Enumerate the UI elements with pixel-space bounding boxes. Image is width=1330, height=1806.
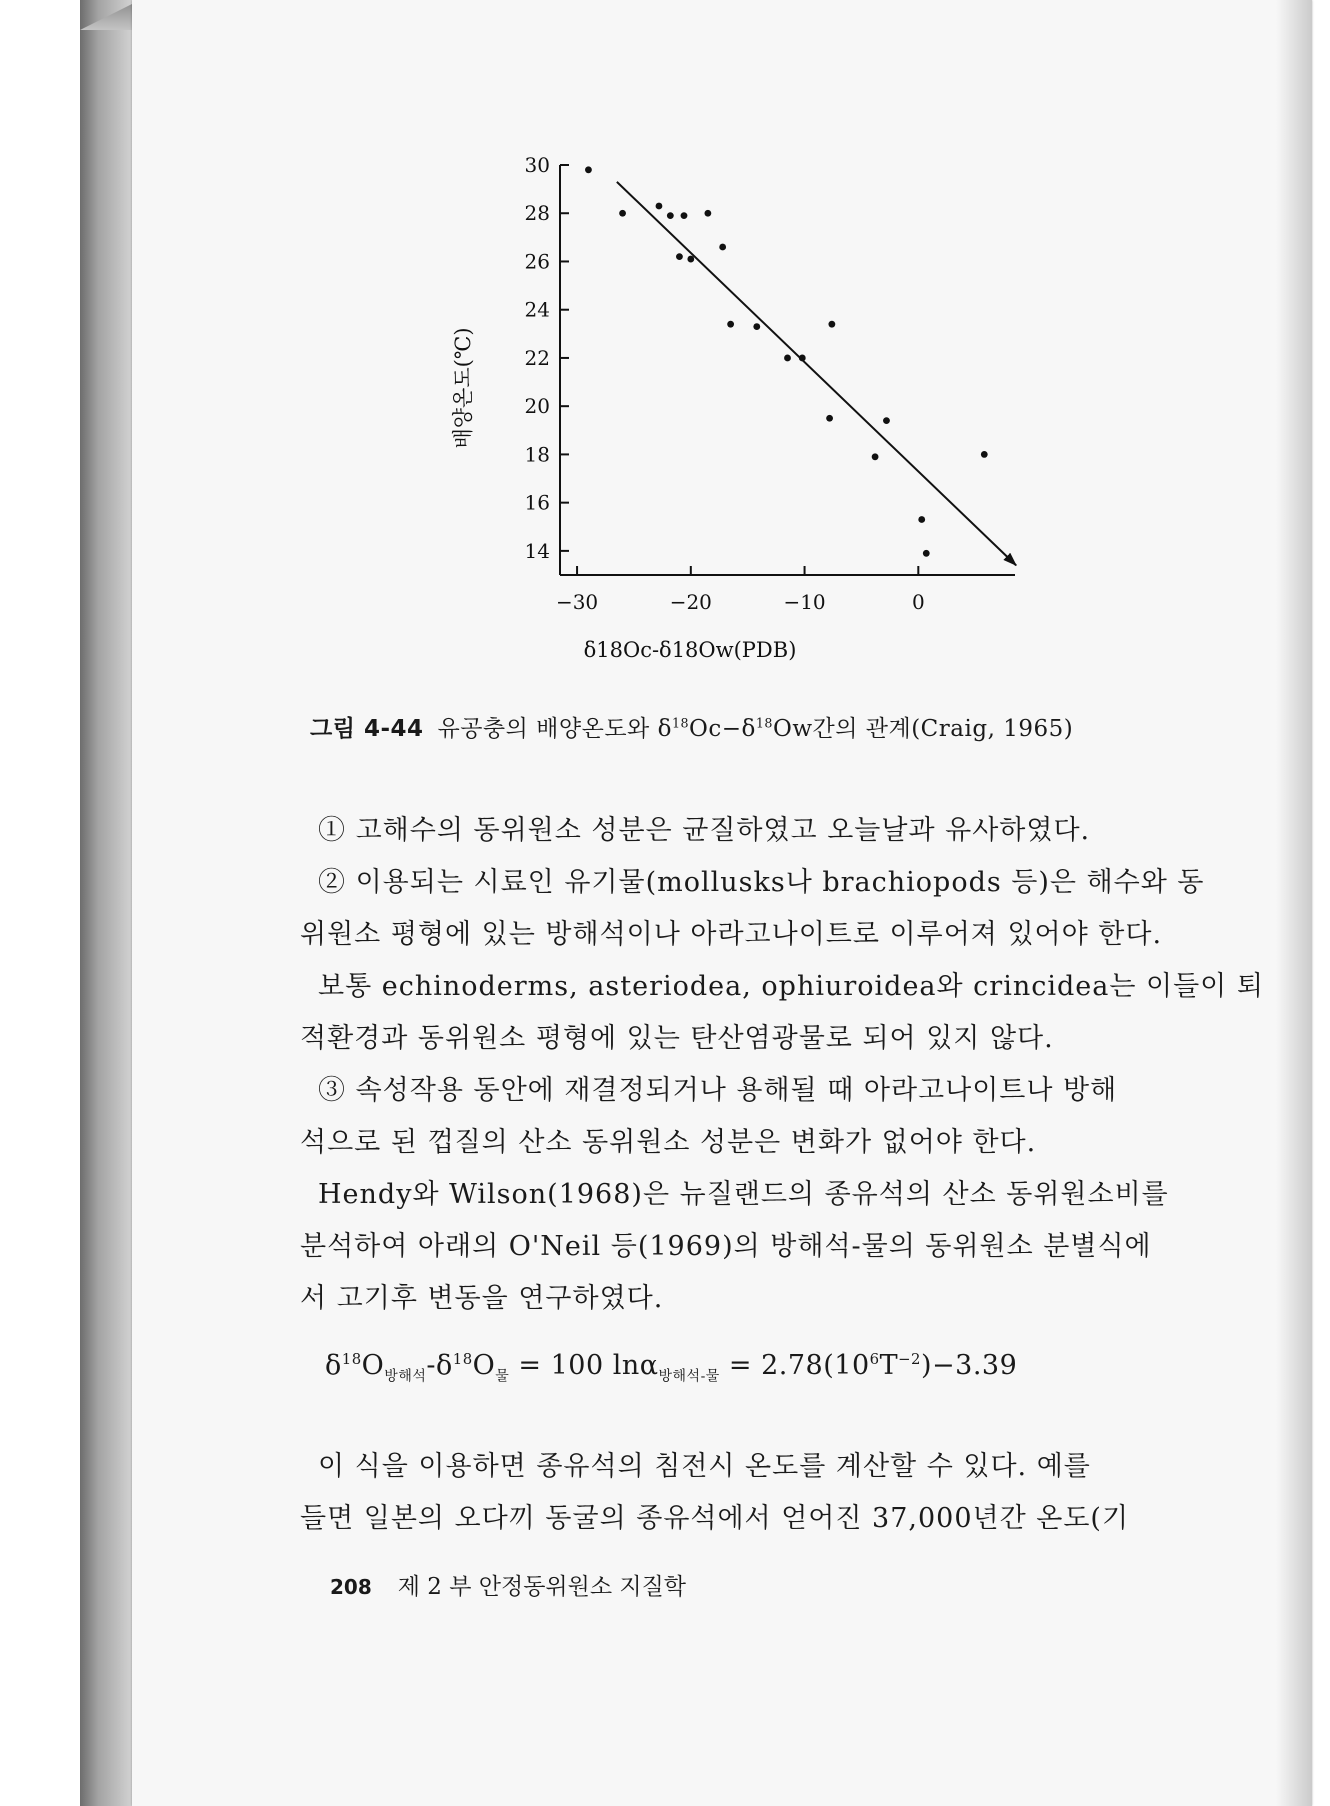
eq-part-2: = 2.78(10 (719, 1350, 870, 1381)
body-line: 분석하여 아래의 O'Neil 등(1969)의 방해석-물의 동위원소 분별식에 (300, 1231, 1152, 1262)
data-point (872, 453, 879, 460)
x-axis-title: δ18Oc-δ18Ow(PDB) (583, 638, 797, 662)
y-tick-label: 18 (524, 442, 550, 467)
chart-canvas (0, 0, 1330, 680)
caption-text-mid: Oc−δ (689, 716, 756, 742)
y-tick-label: 16 (524, 490, 550, 515)
eq-delta: δ (325, 1350, 342, 1381)
data-point (828, 321, 835, 328)
eq-oxygen: O (361, 1350, 385, 1381)
data-point (981, 451, 988, 458)
eq-sup6: 6 (869, 1350, 880, 1368)
body-line: ① 고해수의 동위원소 성분은 균질하였고 오늘날과 유사하였다. (318, 815, 1091, 846)
body-line: Hendy와 Wilson(1968)은 뉴질랜드의 종유석의 산소 동위원소비를 (318, 1179, 1169, 1210)
caption-text-end: Ow간의 관계(Craig, 1965) (772, 716, 1074, 742)
figure-caption (310, 710, 1210, 743)
data-point (923, 550, 930, 557)
y-tick-label: 14 (524, 538, 550, 563)
body-line: ③ 속성작용 동안에 재결정되거나 용해될 때 아라고나이트나 방해 (318, 1075, 1118, 1106)
caption-superscript-1: 18 (671, 715, 690, 731)
x-tick-label: −10 (783, 590, 826, 614)
eq-part-3: )−3.39 (920, 1350, 1018, 1381)
page-number: 208 (330, 1575, 372, 1599)
data-point (918, 516, 925, 523)
data-point (619, 210, 626, 217)
eq-sub-calcite: 방해석 (384, 1368, 427, 1385)
eq-sup-minus2: −2 (898, 1350, 921, 1368)
eq-delta: δ (436, 1350, 453, 1381)
body-line: 서 고기후 변동을 연구하였다. (300, 1283, 664, 1314)
body-line: 보통 echinoderms, asteriodea, ophiuroidea와 crincidea는 이들이 퇴 (318, 971, 1264, 1002)
body-line: 적환경과 동위원소 평형에 있는 탄산염광물로 되어 있지 않다. (300, 1023, 1054, 1054)
trend-arrow (617, 182, 1016, 565)
footer-section-title: 제 2 부 안정동위원소 지질학 (397, 1574, 687, 1600)
data-point (784, 355, 791, 362)
data-point (676, 253, 683, 260)
y-tick-label: 26 (524, 249, 550, 274)
caption-text-start: 유공충의 배양온도와 δ (437, 716, 672, 742)
fractionation-equation (325, 1350, 1017, 1385)
eq-sup: 18 (341, 1350, 362, 1368)
y-axis-title: 배양온도(℃) (451, 327, 475, 449)
data-point (826, 415, 833, 422)
y-tick-label: 30 (524, 153, 550, 177)
eq-temp: T (879, 1350, 899, 1381)
body-line: 위원소 평형에 있는 방해석이나 아라고나이트로 이루어져 있어야 한다. (300, 919, 1163, 950)
eq-part-1: = 100 ln (509, 1350, 640, 1381)
scatter-chart (0, 0, 1330, 680)
page-footer (330, 1568, 686, 1601)
data-point (667, 212, 674, 219)
data-point (883, 417, 890, 424)
data-point (585, 166, 592, 173)
data-point (687, 256, 694, 263)
body-line: 석으로 된 껍질의 산소 동위원소 성분은 변화가 없어야 한다. (300, 1127, 1037, 1158)
eq-minus: - (426, 1350, 436, 1381)
eq-sup: 18 (452, 1350, 473, 1368)
y-tick-label: 24 (524, 297, 550, 322)
body-line: ② 이용되는 시료인 유기물(mollusks나 brachiopods 등)은 해수와 동 (318, 867, 1205, 898)
x-tick-label: −30 (555, 590, 599, 614)
data-point (727, 321, 734, 328)
x-tick-label: −20 (669, 590, 712, 614)
figure-number: 그림 4-44 (310, 716, 424, 742)
body-line: 들면 일본의 오다끼 동굴의 종유석에서 얻어진 37,000년간 온도(기 (300, 1503, 1130, 1534)
eq-alpha: α (639, 1350, 659, 1381)
eq-sub-water: 물 (495, 1368, 510, 1385)
y-tick-label: 28 (524, 201, 550, 226)
data-point (681, 212, 688, 219)
y-tick-label: 20 (524, 394, 550, 419)
body-line: 이 식을 이용하면 종유석의 침전시 온도를 계산할 수 있다. 예를 (318, 1451, 1091, 1482)
y-tick-label: 22 (524, 345, 550, 370)
caption-superscript-2: 18 (755, 715, 773, 731)
data-point (753, 323, 760, 330)
data-point (704, 210, 711, 217)
eq-oxygen: O (472, 1350, 496, 1381)
eq-sub-pair: 방해석-물 (658, 1368, 720, 1385)
data-point (719, 244, 726, 251)
data-point (656, 203, 663, 210)
x-tick-label: 0 (911, 590, 925, 614)
